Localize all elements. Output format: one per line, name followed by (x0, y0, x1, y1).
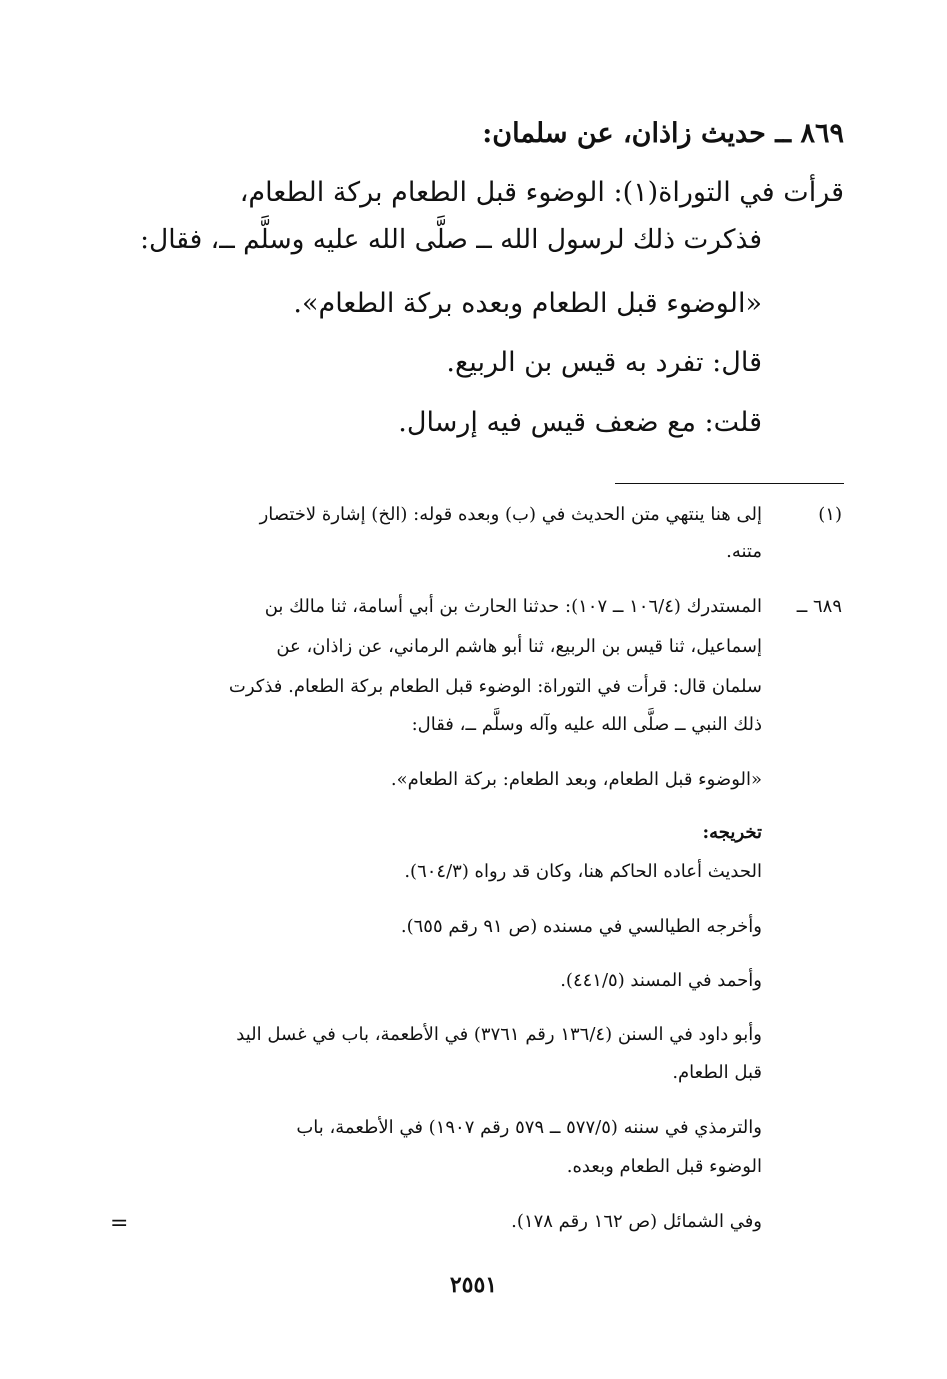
hadith-line-1: قرأت في التوراة(١): الوضوء قبل الطعام بركة الطعام، (239, 177, 844, 208)
hadith-quote: «الوضوء قبل الطعام وبعده بركة الطعام». (293, 288, 762, 319)
commentary-line-2: إسماعيل، ثنا قيس بن الربيع، ثنا أبو هاشم الرماني، عن زاذان، عن (276, 636, 762, 657)
takhrij-line-5: قبل الطعام. (672, 1062, 762, 1083)
continuation-mark: = (110, 1211, 129, 1236)
takhrij-line-1: الحديث أعاده الحاكم هنا، وكان قد رواه (٦٠٤/٣). (404, 861, 762, 882)
hadith-heading: ٨٦٩ ــ حديث زاذان، عن سلمان: (482, 118, 844, 149)
footnote-separator (615, 483, 844, 484)
footnote-marker: (١) (818, 504, 842, 525)
takhrij-line-8: وفي الشمائل (ص ١٦٢ رقم ١٧٨). (511, 1211, 762, 1232)
page-number: ٢٥٥١ (449, 1272, 498, 1298)
takhrij-title: تخريجه: (702, 822, 762, 843)
commentary-line-4: ذلك النبي ــ صلَّى الله عليه وآله وسلَّم ــ، فقال: (411, 714, 762, 735)
takhrij-line-7: الوضوء قبل الطعام وبعده. (566, 1156, 762, 1177)
takhrij-line-6: والترمذي في سننه (٥٧٧/٥ ــ ٥٧٩ رقم ١٩٠٧) في الأطعمة، باب (296, 1117, 762, 1138)
commentary-number: ٦٨٩ ــ (796, 596, 842, 617)
commentary-line-3: سلمان قال: قرأت في التوراة: الوضوء قبل الطعام بركة الطعام. فذكرت (228, 676, 762, 697)
footnote-line-2: متنه. (726, 541, 762, 562)
hadith-line-2: فذكرت ذلك لرسول الله ــ صلَّى الله عليه وسلَّم ــ، فقال: (140, 224, 762, 255)
hadith-comment-qal: قال: تفرد به قيس بن الربيع. (446, 347, 762, 378)
takhrij-line-4: وأبو داود في السنن (١٣٦/٤ رقم ٣٧٦١) في الأطعمة، باب في غسل اليد (236, 1024, 762, 1045)
takhrij-line-3: وأحمد في المسند (٤٤١/٥). (560, 970, 762, 991)
footnote-line-1: إلى هنا ينتهي متن الحديث في (ب) وبعده قوله: (الخ) إشارة لاختصار (259, 504, 762, 525)
hadith-comment-qultu: قلت: مع ضعف قيس فيه إرسال. (398, 407, 762, 438)
takhrij-line-2: وأخرجه الطيالسي في مسنده (ص ٩١ رقم ٦٥٥). (400, 916, 762, 937)
commentary-quote: «الوضوء قبل الطعام، وبعد الطعام: بركة الطعام». (390, 769, 762, 790)
commentary-line-1: المستدرك (١٠٦/٤ ــ ١٠٧): حدثنا الحارث بن أبي أسامة، ثنا مالك بن (264, 596, 762, 617)
